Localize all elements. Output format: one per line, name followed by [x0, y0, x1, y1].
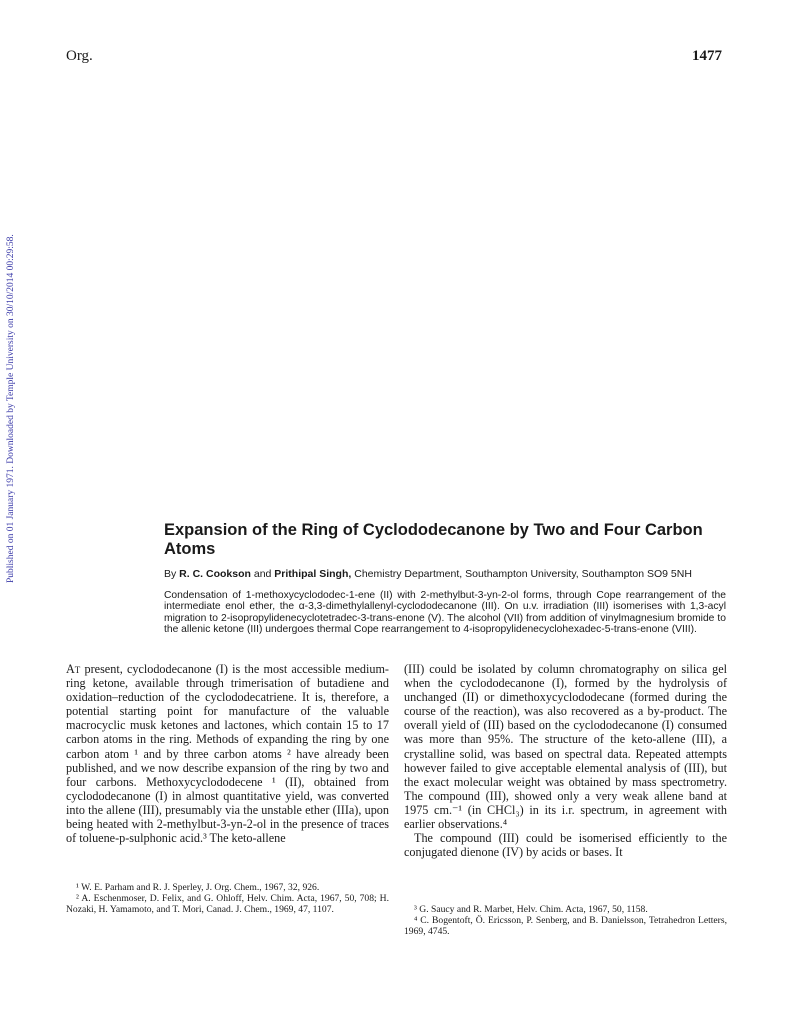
byline-and: and	[250, 568, 275, 580]
author-1: R. C. Cookson	[179, 568, 251, 580]
author-2: Prithipal Singh,	[274, 568, 352, 580]
footnotes-left	[66, 883, 389, 915]
body-column-right	[404, 662, 727, 859]
byline-prefix: By	[164, 568, 180, 580]
body-paragraph	[66, 662, 389, 845]
lead-smallcaps: At	[66, 662, 81, 676]
footnotes-right	[404, 905, 727, 937]
footnote-2: ² A. Eschenmoser, D. Felix, and G. Ohloff, Helv. Chim. Acta, 1967, 50, 708; H. Nozaki, H. Yamamoto, and T. Mori, Canad. J. Chem., 1969, 47, 1107.	[66, 892, 389, 915]
footnote-4: ⁴ C. Bogentoft, Ö. Ericsson, P. Senberg, and B. Danielsson, Tetrahedron Letters, 1969, 4745.	[404, 914, 727, 937]
paragraph-text: present, cyclododecanone (I) is the most accessible medium-ring ketone, available through trimerisation of butadiene and oxidation–reduction of the cyclododecatriene. It is, therefore, a potential starting point for manufacture of the valuable macrocyclic musk ketones and lactones, which contain 15 to 17 carbon atoms in the ring. Methods of expanding the ring by one carbon atom ¹ and by three carbon atoms ² have already been published, and we now describe expansion of the ring by two and four carbons. Methoxycyclododecene ¹ (II), obtained from cyclododecanone (I) in almost quantitative yield, was converted into the allene (III), presumably via the unstable ether (IIIa), upon being heated with 2-methylbut-3-yn-2-ol in the presence of traces of toluene-p-sulphonic acid.³ The keto-allene	[66, 662, 389, 846]
journal-name: Org.	[66, 48, 93, 64]
footnote-3: ³ G. Saucy and R. Marbet, Helv. Chim. Acta, 1967, 50, 1158.	[414, 904, 648, 915]
page-number: 1477	[692, 48, 722, 64]
footnote-1: ¹ W. E. Parham and R. J. Sperley, J. Org. Chem., 1967, 32, 926.	[76, 882, 320, 893]
abstract: Condensation of 1-methoxycyclododec-1-ene (II) with 2-methylbut-3-yn-2-ol forms, through Cope rearrangement of the intermediate enol ether, the α-3,3-dimethylallenyl-cyclododecanone (III). On u.v. irradiation (III) isomerises with 1,3-acyl migration to 2-isopropylidenecyclotetradec-3-trans-enone (V). The alcohol (VII) from addition of vinylmagnesium bromide to the allenic ketone (III) undergoes thermal Cope rearrangement to 4-isopropylidenecyclohexadec-5-trans-enone (VIII).	[164, 590, 726, 635]
affiliation: Chemistry Department, Southampton University, Southampton SO9 5NH	[351, 568, 692, 580]
download-provenance-note[interactable]: Published on 01 January 1971. Downloaded by Temple University on 30/10/2014 00:29:58.	[6, 234, 16, 584]
body-paragraph: (III) could be isolated by column chromatography on silica gel when the cyclododecanone (I), formed by the hydrolysis of unchanged (II) or dimethoxycyclododecane (formed during the course of the reaction), was also recovered as a by-product. The overall yield of (III) based on the cyclododecanone (I) consumed was more than 95%. The structure of the keto-allene (III), a crystalline solid, was based on spectral data. Repeated attempts however failed to give acceptable elemental analysis of (III), but the exact molecular weight was obtained by mass spectrometry. The compound (III), showed only a very weak allene band at 1975 cm.⁻¹ (in CHCl₃) in its i.r. spectrum, in agreement with earlier observations.⁴	[404, 662, 727, 832]
byline	[164, 568, 734, 580]
article-title: Expansion of the Ring of Cyclododecanone by Two and Four Carbon Atoms	[164, 521, 703, 558]
body-paragraph: The compound (III) could be isomerised efficiently to the conjugated dienone (IV) by acids or bases. It	[404, 831, 727, 860]
body-column-left	[66, 662, 389, 845]
